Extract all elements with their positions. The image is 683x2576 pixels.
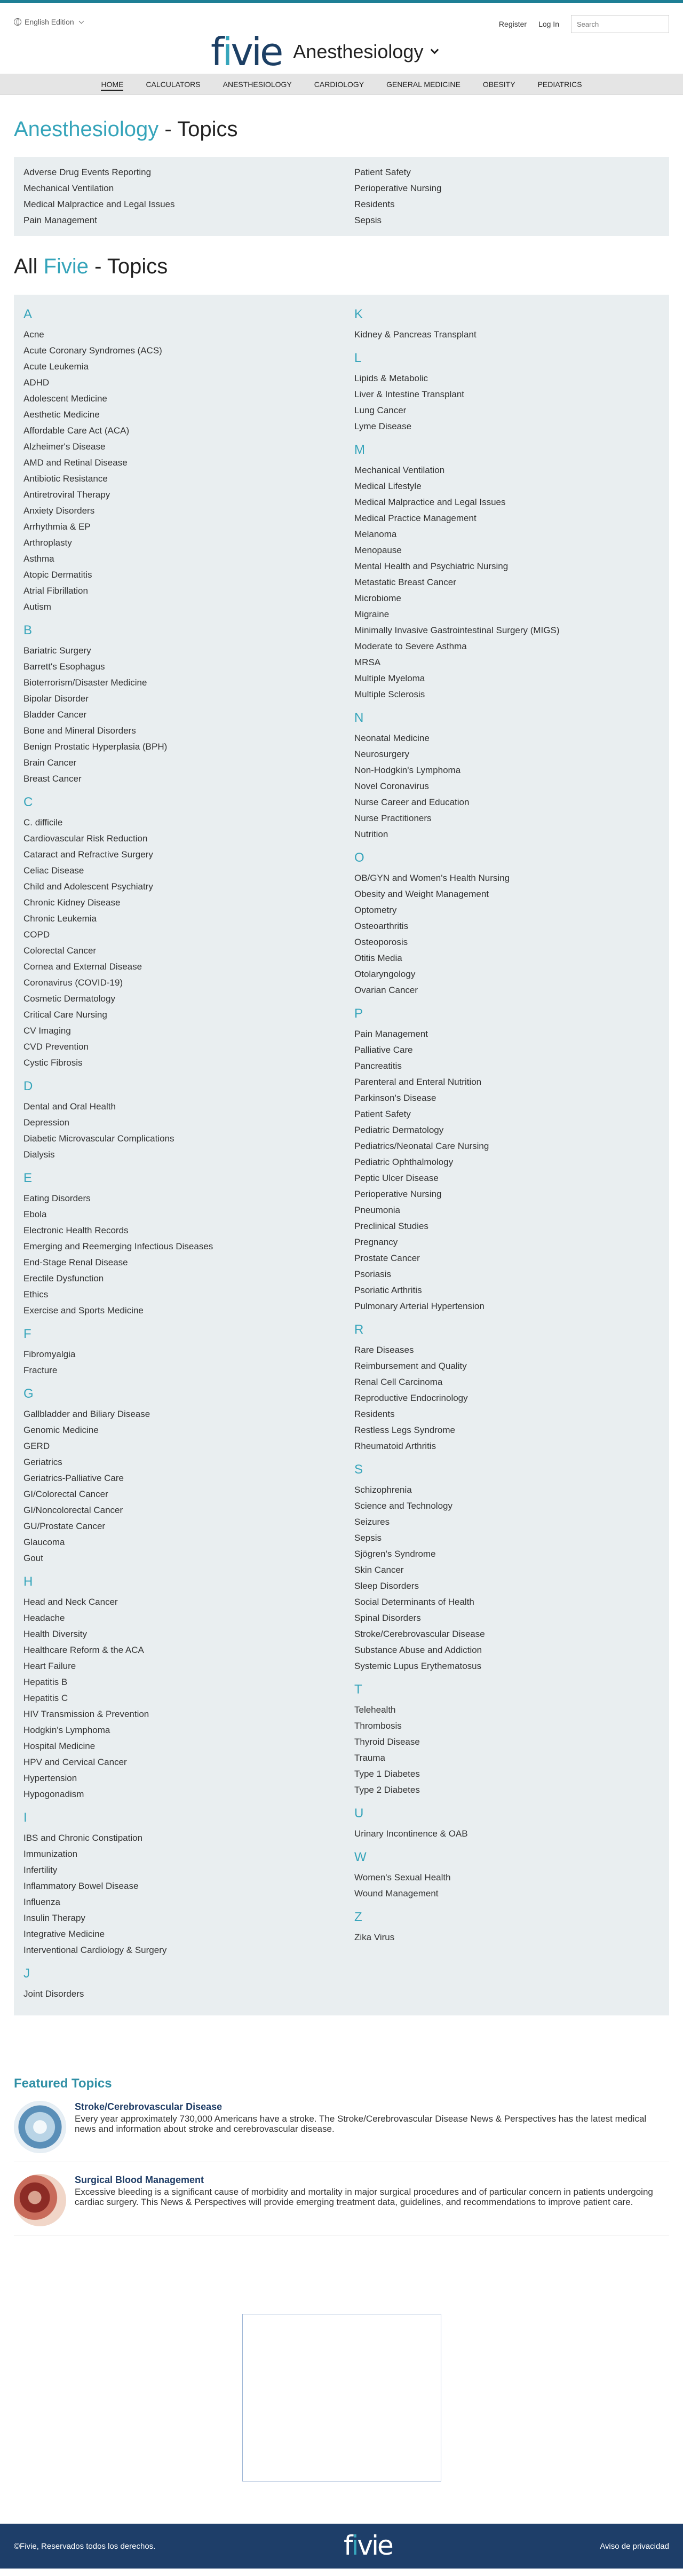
topic-link[interactable]: Breast Cancer [23, 774, 82, 784]
letter-heading: P [354, 1006, 363, 1021]
topic-link[interactable]: Critical Care Nursing [23, 1010, 107, 1020]
featured-topic-card[interactable] [14, 2101, 669, 2162]
topic-link[interactable]: Renal Cell Carcinoma [354, 1377, 443, 1387]
letter-heading: H [23, 1574, 33, 1589]
letter-group [23, 1078, 354, 1163]
letter-heading: L [354, 351, 362, 365]
all-topics-title [14, 255, 683, 279]
letter-heading: M [354, 443, 365, 457]
topic-link[interactable]: Preclinical Studies [354, 1221, 428, 1231]
globe-icon [14, 18, 21, 26]
topic-link[interactable]: GU/Prostate Cancer [23, 1521, 106, 1531]
topic-link[interactable]: Sleep Disorders [354, 1581, 419, 1591]
topic-link[interactable]: Antiretroviral Therapy [23, 490, 110, 500]
topic-link[interactable]: Patient Safety [354, 167, 411, 177]
topic-link[interactable]: Autism [23, 602, 51, 612]
title-accent: Fivie [43, 255, 89, 278]
topic-link[interactable]: Parkinson's Disease [354, 1093, 436, 1103]
topic-link[interactable]: Minimally Invasive Gastrointestinal Surgery (MIGS) [354, 625, 560, 635]
logo-letters-end: vie [231, 29, 282, 74]
featured-topic-description: Excessive bleeding is a significant cause of morbidity and mortality in major surgical procedures and of particular concern in patients undergoing cardiac surgery. This News & Perspectives will provide emerging treatment data, guidelines, and recommendations to improve patient care. [75, 2187, 653, 2207]
topic-link[interactable]: Eating Disorders [23, 1193, 91, 1203]
logo-letter-i: i [222, 29, 231, 74]
letter-heading: U [354, 1806, 364, 1821]
topic-link[interactable]: Fracture [23, 1365, 58, 1375]
all-topics-right-column [354, 305, 664, 2002]
site-header [0, 3, 683, 74]
nav-obesity[interactable]: OBESITY [482, 80, 515, 89]
blood-cells-image[interactable] [14, 2174, 66, 2226]
topic-link[interactable]: Science and Technology [354, 1501, 452, 1511]
featured-topic-card[interactable] [14, 2174, 669, 2235]
topic-link[interactable]: Social Determinants of Health [354, 1597, 474, 1607]
letter-group [354, 306, 664, 343]
topic-link[interactable]: Otolaryngology [354, 969, 416, 979]
letter-group [354, 1462, 664, 1674]
chevron-down-icon [431, 45, 439, 54]
letter-group [23, 1966, 354, 2002]
topic-link[interactable]: Pulmonary Arterial Hypertension [354, 1301, 485, 1311]
topic-link[interactable]: Melanoma [354, 529, 397, 539]
topic-link[interactable]: Hypertension [23, 1773, 77, 1783]
topic-link[interactable]: ADHD [23, 377, 50, 388]
language-label: English Edition [25, 18, 74, 26]
topic-link[interactable]: Microbiome [354, 593, 401, 603]
letter-heading: K [354, 307, 363, 321]
title-prefix: All [14, 255, 44, 278]
letter-group [23, 794, 354, 1071]
topic-link[interactable]: Atrial Fibrillation [23, 586, 88, 596]
topic-link[interactable]: Sjögren's Syndrome [354, 1549, 436, 1559]
topic-link[interactable]: Nutrition [354, 829, 388, 839]
footer-logo[interactable] [344, 2532, 392, 2559]
topic-link[interactable]: Hospital Medicine [23, 1741, 96, 1751]
topic-link[interactable]: Hodgkin's Lymphoma [23, 1725, 110, 1735]
topic-link[interactable]: Infertility [23, 1865, 58, 1875]
topic-link[interactable]: Bariatric Surgery [23, 645, 91, 656]
topic-link[interactable]: Psoriasis [354, 1269, 391, 1279]
letter-group [354, 1806, 664, 1842]
topic-link[interactable]: Asthma [23, 554, 54, 564]
topic-link[interactable]: Exercise and Sports Medicine [23, 1305, 144, 1315]
topic-link[interactable]: Women's Sexual Health [354, 1872, 451, 1882]
topic-link[interactable]: Anxiety Disorders [23, 506, 95, 516]
featured-topic-title[interactable]: Surgical Blood Management [75, 2175, 204, 2185]
letter-group [354, 1682, 664, 1798]
featured-topic-description: Every year approximately 730,000 Americans have a stroke. The Stroke/Cerebrovascular Disease News & Perspectives has the latest medical news and information about stroke and cerebrovascular disease. [75, 2114, 647, 2134]
topic-link[interactable]: GERD [23, 1441, 50, 1451]
register-link[interactable]: Register [498, 20, 527, 28]
account-links [499, 15, 669, 33]
nav-calculators[interactable]: CALCULATORS [146, 80, 201, 89]
topic-link[interactable]: Chronic Kidney Disease [23, 897, 121, 908]
topic-link[interactable]: Heart Failure [23, 1661, 76, 1671]
topic-link[interactable]: C. difficile [23, 817, 63, 828]
brain-scan-image[interactable] [14, 2101, 66, 2153]
topic-link[interactable]: Hypogonadism [23, 1789, 84, 1799]
topic-link[interactable]: Optometry [354, 905, 397, 915]
topic-link[interactable]: Zika Virus [354, 1932, 395, 1942]
topic-link[interactable]: IBS and Chronic Constipation [23, 1833, 143, 1843]
topic-link[interactable]: OB/GYN and Women's Health Nursing [354, 873, 510, 883]
letter-heading: B [23, 623, 33, 637]
topic-link[interactable]: Bladder Cancer [23, 710, 87, 720]
login-link[interactable]: Log In [538, 20, 559, 28]
topic-link[interactable]: Obesity and Weight Management [354, 889, 489, 899]
topic-link[interactable]: Perioperative Nursing [354, 183, 442, 193]
topic-link[interactable]: Schizophrenia [354, 1485, 412, 1495]
letter-heading: R [354, 1322, 364, 1337]
topic-link[interactable]: Neurosurgery [354, 749, 409, 759]
letter-heading: T [354, 1682, 362, 1697]
topic-link[interactable]: Alzheimer's Disease [23, 442, 106, 452]
topic-link[interactable]: Reproductive Endocrinology [354, 1393, 468, 1403]
topic-link[interactable]: Immunization [23, 1849, 78, 1859]
specialty-topics-left [23, 164, 354, 229]
all-topics-panel [14, 295, 669, 2015]
specialty-topics-title [14, 117, 683, 141]
nav-cardiology[interactable]: CARDIOLOGY [314, 80, 364, 89]
letter-group [354, 1909, 664, 1945]
topic-link[interactable]: Moderate to Severe Asthma [354, 641, 467, 651]
letter-heading: S [354, 1462, 363, 1477]
privacy-link[interactable]: Aviso de privacidad [600, 2542, 669, 2551]
topic-link[interactable]: Cystic Fibrosis [23, 1058, 83, 1068]
topic-link[interactable]: Pediatrics/Neonatal Care Nursing [354, 1141, 489, 1151]
topic-link[interactable]: Coronavirus (COVID-19) [23, 978, 123, 988]
topic-link[interactable]: Pediatric Dermatology [354, 1125, 444, 1135]
topic-link[interactable]: Pediatric Ophthalmology [354, 1157, 454, 1167]
topic-link[interactable]: Rheumatoid Arthritis [354, 1441, 436, 1451]
topic-link[interactable]: Acute Coronary Syndromes (ACS) [23, 345, 162, 356]
nav-home[interactable]: HOME [90, 74, 134, 95]
topic-link[interactable]: Mental Health and Psychiatric Nursing [354, 561, 509, 571]
letter-heading: Z [354, 1910, 362, 1924]
topic-link[interactable]: Medical Malpractice and Legal Issues [354, 497, 506, 507]
nav-pediatrics[interactable]: PEDIATRICS [537, 80, 582, 89]
topic-link[interactable]: Atopic Dermatitis [23, 570, 92, 580]
topic-link[interactable]: Depression [23, 1117, 69, 1128]
letter-group [23, 623, 354, 787]
specialty-selector[interactable] [293, 41, 438, 63]
topic-link[interactable]: Influenza [23, 1897, 60, 1907]
topic-link[interactable]: HIV Transmission & Prevention [23, 1709, 149, 1719]
letter-group [354, 1006, 664, 1314]
logo-letter-i: i [351, 2530, 358, 2561]
topic-link[interactable]: Prostate Cancer [354, 1253, 420, 1263]
letter-heading: E [23, 1171, 33, 1185]
topic-link[interactable]: Ethics [23, 1289, 49, 1299]
topic-link[interactable]: Head and Neck Cancer [23, 1597, 118, 1607]
topic-link[interactable]: MRSA [354, 657, 381, 667]
topic-link[interactable]: Metastatic Breast Cancer [354, 577, 456, 587]
topic-link[interactable]: Geriatrics [23, 1457, 62, 1467]
topic-link[interactable]: Genomic Medicine [23, 1425, 99, 1435]
topic-link[interactable]: Cosmetic Dermatology [23, 994, 115, 1004]
topic-link[interactable]: Type 1 Diabetes [354, 1769, 420, 1779]
topic-link[interactable]: Sepsis [354, 215, 382, 225]
topic-link[interactable]: Lyme Disease [354, 421, 412, 431]
letter-heading: D [23, 1079, 33, 1093]
topic-link[interactable]: Migraine [354, 609, 390, 619]
logo-letters-end: vie [357, 2530, 392, 2561]
topic-link[interactable]: Affordable Care Act (ACA) [23, 426, 130, 436]
letter-heading: O [354, 850, 364, 865]
topic-link[interactable]: Stroke/Cerebrovascular Disease [354, 1629, 485, 1639]
topic-link[interactable]: Headache [23, 1613, 65, 1623]
topic-link[interactable]: Gallbladder and Biliary Disease [23, 1409, 150, 1419]
topic-link[interactable]: Medical Malpractice and Legal Issues [23, 199, 175, 209]
letter-heading: I [23, 1810, 27, 1825]
topic-link[interactable]: Erectile Dysfunction [23, 1273, 104, 1283]
topic-link[interactable]: Thyroid Disease [354, 1737, 420, 1747]
topic-link[interactable]: End-Stage Renal Disease [23, 1257, 128, 1267]
title-rest: - Topics [158, 117, 238, 141]
topic-link[interactable]: Benign Prostatic Hyperplasia (BPH) [23, 742, 168, 752]
letter-group [354, 350, 664, 435]
topic-link[interactable]: Lipids & Metabolic [354, 373, 428, 383]
topic-link[interactable]: Ebola [23, 1209, 47, 1219]
topic-link[interactable]: AMD and Retinal Disease [23, 458, 128, 468]
specialty-topics-panel [14, 157, 669, 236]
letter-heading: G [23, 1387, 34, 1401]
topic-link[interactable]: Systemic Lupus Erythematosus [354, 1661, 482, 1671]
topic-link[interactable]: Pneumonia [354, 1205, 401, 1215]
topic-link[interactable]: Joint Disorders [23, 1989, 84, 1999]
topic-link[interactable]: Pain Management [354, 1029, 428, 1039]
language-selector[interactable] [14, 18, 83, 26]
topic-link[interactable]: Rare Diseases [354, 1345, 414, 1355]
topic-link[interactable]: Substance Abuse and Addiction [354, 1645, 482, 1655]
letter-group [23, 1170, 354, 1319]
letter-group [23, 1810, 354, 1958]
logo-letters-start: f [344, 2530, 352, 2561]
topic-link[interactable]: Insulin Therapy [23, 1913, 85, 1923]
topic-link[interactable]: Bipolar Disorder [23, 694, 89, 704]
topic-link[interactable]: Interventional Cardiology & Surgery [23, 1945, 167, 1955]
all-topics-left-column [23, 305, 354, 2002]
topic-link[interactable]: Arthroplasty [23, 538, 72, 548]
advertisement-slot[interactable] [242, 2314, 441, 2482]
topic-link[interactable]: Glaucoma [23, 1537, 65, 1547]
topic-link[interactable]: Urinary Incontinence & OAB [354, 1829, 468, 1839]
topic-link[interactable]: Ovarian Cancer [354, 985, 418, 995]
topic-link[interactable]: Patient Safety [354, 1109, 411, 1119]
topic-link[interactable]: Kidney & Pancreas Transplant [354, 329, 476, 340]
topic-link[interactable]: Novel Coronavirus [354, 781, 429, 791]
letter-group [354, 710, 664, 842]
topic-link[interactable]: Multiple Sclerosis [354, 689, 425, 699]
topic-link[interactable]: Brain Cancer [23, 758, 77, 768]
logo-letters-start: f [211, 29, 223, 74]
topic-link[interactable]: Arrhythmia & EP [23, 522, 91, 532]
topic-link[interactable]: Electronic Health Records [23, 1225, 129, 1235]
topic-link[interactable]: Diabetic Microvascular Complications [23, 1133, 174, 1144]
topic-link[interactable]: GI/Noncolorectal Cancer [23, 1505, 123, 1515]
topic-link[interactable]: Liver & Intestine Transplant [354, 389, 465, 399]
nav-general-medicine[interactable]: GENERAL MEDICINE [386, 80, 460, 89]
topic-link[interactable]: Acne [23, 329, 44, 340]
topic-link[interactable]: Dental and Oral Health [23, 1101, 116, 1112]
topic-link[interactable]: Dialysis [23, 1149, 55, 1160]
topic-link[interactable]: Multiple Myeloma [354, 673, 425, 683]
topic-link[interactable]: Integrative Medicine [23, 1929, 105, 1939]
letter-heading: F [23, 1327, 31, 1341]
topic-link[interactable]: Pain Management [23, 215, 97, 225]
topic-link[interactable]: Parenteral and Enteral Nutrition [354, 1077, 482, 1087]
letter-group [23, 1574, 354, 1802]
topic-link[interactable]: Osteoporosis [354, 937, 408, 947]
topic-link[interactable]: Trauma [354, 1753, 385, 1763]
letter-group [354, 442, 664, 703]
topic-link[interactable]: Neonatal Medicine [354, 733, 430, 743]
main-nav [0, 74, 683, 95]
copyright-text: ©Fivie, Reservados todos los derechos. [14, 2542, 156, 2551]
topic-link[interactable]: Healthcare Reform & the ACA [23, 1645, 144, 1655]
topic-link[interactable]: Hepatitis B [23, 1677, 68, 1687]
letter-group [23, 1326, 354, 1378]
topic-link[interactable]: Bone and Mineral Disorders [23, 726, 136, 736]
topic-link[interactable]: Hepatitis C [23, 1693, 68, 1703]
topic-link[interactable]: Nurse Practitioners [354, 813, 432, 823]
topic-link[interactable]: Sepsis [354, 1533, 382, 1543]
topic-link[interactable]: Mechanical Ventilation [23, 183, 114, 193]
topic-link[interactable]: CV Imaging [23, 1026, 71, 1036]
topic-link[interactable]: HPV and Cervical Cancer [23, 1757, 127, 1767]
title-rest: - Topics [89, 255, 168, 278]
topic-link[interactable]: Telehealth [354, 1705, 396, 1715]
featured-topic-body [75, 2101, 669, 2134]
letter-heading: J [23, 1966, 30, 1981]
chevron-down-icon [78, 18, 84, 23]
topic-link[interactable]: Colorectal Cancer [23, 946, 97, 956]
topic-link[interactable]: Cornea and External Disease [23, 962, 142, 972]
letter-group [354, 850, 664, 998]
topic-link[interactable]: Cataract and Refractive Surgery [23, 849, 153, 860]
featured-topic-body [75, 2174, 669, 2207]
topic-link[interactable]: Acute Leukemia [23, 361, 89, 372]
featured-topic-title[interactable]: Stroke/Cerebrovascular Disease [75, 2101, 223, 2112]
letter-heading: A [23, 307, 33, 321]
topic-link[interactable]: Reimbursement and Quality [354, 1361, 467, 1371]
topic-link[interactable]: Restless Legs Syndrome [354, 1425, 455, 1435]
topic-link[interactable]: Peptic Ulcer Disease [354, 1173, 439, 1183]
featured-topics-heading: Featured Topics [14, 2076, 112, 2091]
topic-link[interactable]: Celiac Disease [23, 865, 84, 876]
letter-heading: C [23, 795, 33, 809]
topic-link[interactable]: Adolescent Medicine [23, 393, 107, 404]
topic-link[interactable]: Medical Lifestyle [354, 481, 422, 491]
topic-link[interactable]: Fibromyalgia [23, 1349, 76, 1359]
topic-link[interactable]: Medical Practice Management [354, 513, 476, 523]
letter-group [23, 1386, 354, 1566]
topic-link[interactable]: Menopause [354, 545, 402, 555]
topic-link[interactable]: Health Diversity [23, 1629, 88, 1639]
topic-link[interactable]: Pregnancy [354, 1237, 398, 1247]
topic-link[interactable]: Thrombosis [354, 1721, 402, 1731]
topic-link[interactable]: Otitis Media [354, 953, 402, 963]
letter-heading: W [354, 1850, 367, 1864]
topic-link[interactable]: Geriatrics-Palliative Care [23, 1473, 124, 1483]
topic-link[interactable]: GI/Colorectal Cancer [23, 1489, 108, 1499]
topic-link[interactable]: Pancreatitis [354, 1061, 402, 1071]
topic-link[interactable]: Emerging and Reemerging Infectious Diseases [23, 1241, 213, 1251]
site-title: Anesthesiology [293, 41, 424, 62]
topic-link[interactable]: Gout [23, 1553, 43, 1563]
topic-link[interactable]: Inflammatory Bowel Disease [23, 1881, 139, 1891]
fivie-logo[interactable] [211, 29, 282, 74]
topic-link[interactable]: COPD [23, 929, 50, 940]
title-accent: Anesthesiology [14, 117, 159, 141]
brand [211, 29, 438, 74]
site-footer [0, 2524, 683, 2569]
topic-link[interactable]: Child and Adolescent Psychiatry [23, 881, 153, 892]
topic-link[interactable]: Type 2 Diabetes [354, 1785, 420, 1795]
topic-link[interactable]: Residents [354, 1409, 395, 1419]
topic-link[interactable]: Skin Cancer [354, 1565, 404, 1575]
search-input[interactable] [571, 15, 669, 33]
letter-group [354, 1849, 664, 1902]
topic-link[interactable]: CVD Prevention [23, 1042, 89, 1052]
topic-link[interactable]: Non-Hodgkin's Lymphoma [354, 765, 461, 775]
topic-link[interactable]: Palliative Care [354, 1045, 413, 1055]
topic-link[interactable]: Cardiovascular Risk Reduction [23, 833, 148, 844]
nav-anesthesiology[interactable]: ANESTHESIOLOGY [223, 80, 292, 89]
letter-group [23, 306, 354, 615]
topic-link[interactable]: Osteoarthritis [354, 921, 409, 931]
topic-link[interactable]: Chronic Leukemia [23, 913, 97, 924]
topic-link[interactable]: Psoriatic Arthritis [354, 1285, 422, 1295]
letter-group [354, 1322, 664, 1454]
topic-link[interactable]: Adverse Drug Events Reporting [23, 167, 152, 177]
topic-link[interactable]: Antibiotic Resistance [23, 474, 108, 484]
topic-link[interactable]: Spinal Disorders [354, 1613, 421, 1623]
topic-link[interactable]: Mechanical Ventilation [354, 465, 445, 475]
topic-link[interactable]: Perioperative Nursing [354, 1189, 442, 1199]
letter-heading: N [354, 711, 364, 725]
topic-link[interactable]: Seizures [354, 1517, 390, 1527]
topic-link[interactable]: Lung Cancer [354, 405, 407, 415]
topic-link[interactable]: Barrett's Esophagus [23, 661, 105, 672]
topic-link[interactable]: Wound Management [354, 1888, 439, 1898]
topic-link[interactable]: Bioterrorism/Disaster Medicine [23, 678, 147, 688]
topic-link[interactable]: Aesthetic Medicine [23, 409, 100, 420]
topic-link[interactable]: Residents [354, 199, 395, 209]
specialty-topics-right [354, 164, 664, 229]
topic-link[interactable]: Nurse Career and Education [354, 797, 470, 807]
